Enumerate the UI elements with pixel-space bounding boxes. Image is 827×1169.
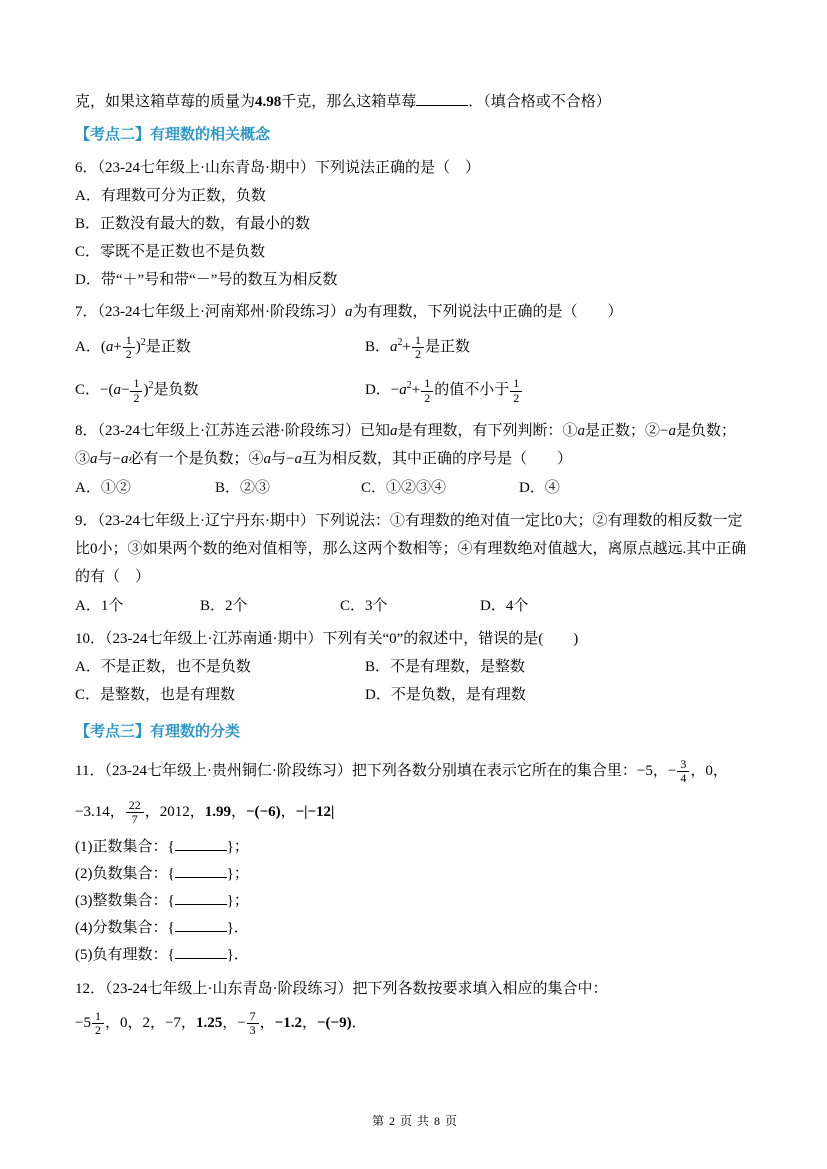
question-7	[75, 294, 755, 413]
question-8-stem: 8．（23-24七年级上·江苏连云港·阶段练习）已知a是有理数，有下列判断：①a是正数；②−a是负数；③a与−a必有一个是负数；④a与−a互为相反数，其中正确的序号是（ ）	[75, 422, 736, 467]
question-12-stem: 12．（23-24七年级上·山东青岛·阶段练习）把下列各数按要求填入相应的集合中：	[75, 980, 608, 997]
answer-blank	[175, 837, 227, 851]
question-11-integer-set: (3)整数集合：{ }；	[75, 892, 249, 909]
page-number-footer: 第 2 页 共 8 页	[371, 1114, 458, 1128]
question-9-option-c: C．3个	[340, 597, 388, 614]
question-9-option-b: B．2个	[200, 597, 248, 614]
question-6-option-b: B．正数没有最大的数，有最小的数	[75, 216, 311, 232]
question-12-numbers-line: −5 $\frac{1}{2}$ ，0，2，−7，1.25，− $\frac{7}{3}$ ，−1.2，−(−9)．	[75, 1008, 367, 1037]
question-6	[75, 150, 755, 294]
fraction: $\frac{3}{4}$	[677, 758, 689, 785]
question-12	[75, 969, 755, 1044]
question-7-option-b: B．$a^2+$ $\frac{1}{2}$ 是正数	[365, 333, 470, 362]
question-5-continuation-line: 克，如果这箱草莓的质量为4.98千克，那么这箱草莓 ．（填合格或不合格）	[75, 94, 611, 110]
question-8-option-b: B．②③	[215, 479, 271, 496]
question-8-option-c: C．①②③④	[361, 479, 447, 496]
question-9-option-d: D．4个	[480, 597, 529, 614]
question-10-option-a: A．不是正数，也不是负数	[75, 658, 251, 675]
question-6-option-c: C．零既不是正数也不是负数	[75, 244, 266, 260]
question-11-positive-set: (1)正数集合：{ }；	[75, 838, 249, 855]
answer-blank	[175, 891, 227, 905]
question-7-option-d: D．$-a^2+$ $\frac{1}{2}$ 的值不小于 $\frac{1}{2}$	[365, 369, 755, 412]
answer-blank	[175, 918, 227, 932]
question-7-options	[75, 326, 755, 413]
question-8-option-a: A．①②	[75, 479, 131, 496]
question-6-option-d: D．带“＋”号和带“－”号的数互为相反数	[75, 272, 338, 288]
question-9	[75, 503, 755, 621]
fraction: $\frac{1}{2}$	[412, 334, 424, 361]
fraction: $\frac{7}{3}$	[247, 1010, 259, 1037]
section-heading-rational-concepts: 【考点二】有理数的相关概念	[75, 127, 271, 143]
question-9-option-a: A．1个	[75, 597, 124, 614]
question-10-option-c: C．是整数，也是有理数	[75, 686, 236, 703]
question-7-stem: 7．（23-24七年级上·河南郑州·阶段练习）a为有理数，下列说法中正确的是（ ）	[75, 304, 623, 320]
question-11-stem-line2: −3.14， $\frac{22}{7}$ ，2012，1.99，−(−6)，−|−12|	[75, 798, 335, 827]
fraction: $\frac{1}{2}$	[421, 377, 433, 404]
section-heading-rational-classification: 【考点三】有理数的分类	[75, 723, 241, 740]
question-10-options	[75, 653, 755, 709]
answer-blank	[416, 92, 468, 106]
answer-blank	[175, 945, 227, 959]
question-6-option-a: A．有理数可分为正数，负数	[75, 188, 266, 204]
question-10-stem: 10．（23-24七年级上·江苏南通·期中）下列有关“0”的叙述中，错误的是( )	[75, 630, 579, 647]
question-10-option-b: B．不是有理数，是整数	[365, 658, 526, 675]
question-11	[75, 747, 755, 969]
question-9-options	[75, 591, 755, 621]
fraction: $\frac{1}{2}$	[123, 334, 135, 361]
question-11-stem-line1: 11．（23-24七年级上·贵州铜仁·阶段练习）把下列各数分别填在表示它所在的集合里：−5，− $\frac{3}{4}$ ，0，	[75, 756, 728, 785]
question-7-option-c: C．−(a− $\frac{1}{2}$ )$^2$是负数	[75, 376, 199, 405]
answer-blank	[175, 864, 227, 878]
question-8	[75, 413, 755, 503]
question-6-stem: 6．（23-24七年级上·山东青岛·期中）下列说法正确的是（ ）	[75, 160, 480, 176]
question-11-negative-rational-set: (5)负有理数：{ }．	[75, 946, 249, 963]
question-7-option-a: A．(a+ $\frac{1}{2}$ )$^2$是正数	[75, 333, 191, 362]
question-9-stem: 9．（23-24七年级上·辽宁丹东·期中）下列说法：①有理数的绝对值一定比0大；②有理数的相反数一定比0小；③如果两个数的绝对值相等，那么这两个数相等；④有理数绝对值越大，离原点越远.其中正确的有（ ）	[75, 512, 747, 585]
question-10-option-d: D．不是负数，是有理数	[365, 686, 526, 703]
question-8-option-d: D．④	[519, 479, 560, 496]
fraction: $\frac{1}{2}$	[510, 377, 522, 404]
question-11-negative-set: (2)负数集合：{ }；	[75, 865, 249, 882]
fraction: $\frac{1}{2}$	[92, 1010, 104, 1037]
fraction: $\frac{22}{7}$	[126, 799, 144, 826]
question-10	[75, 621, 755, 709]
fraction: $\frac{1}{2}$	[130, 377, 142, 404]
question-11-fraction-set: (4)分数集合：{ }．	[75, 919, 249, 936]
question-8-options	[75, 473, 755, 503]
